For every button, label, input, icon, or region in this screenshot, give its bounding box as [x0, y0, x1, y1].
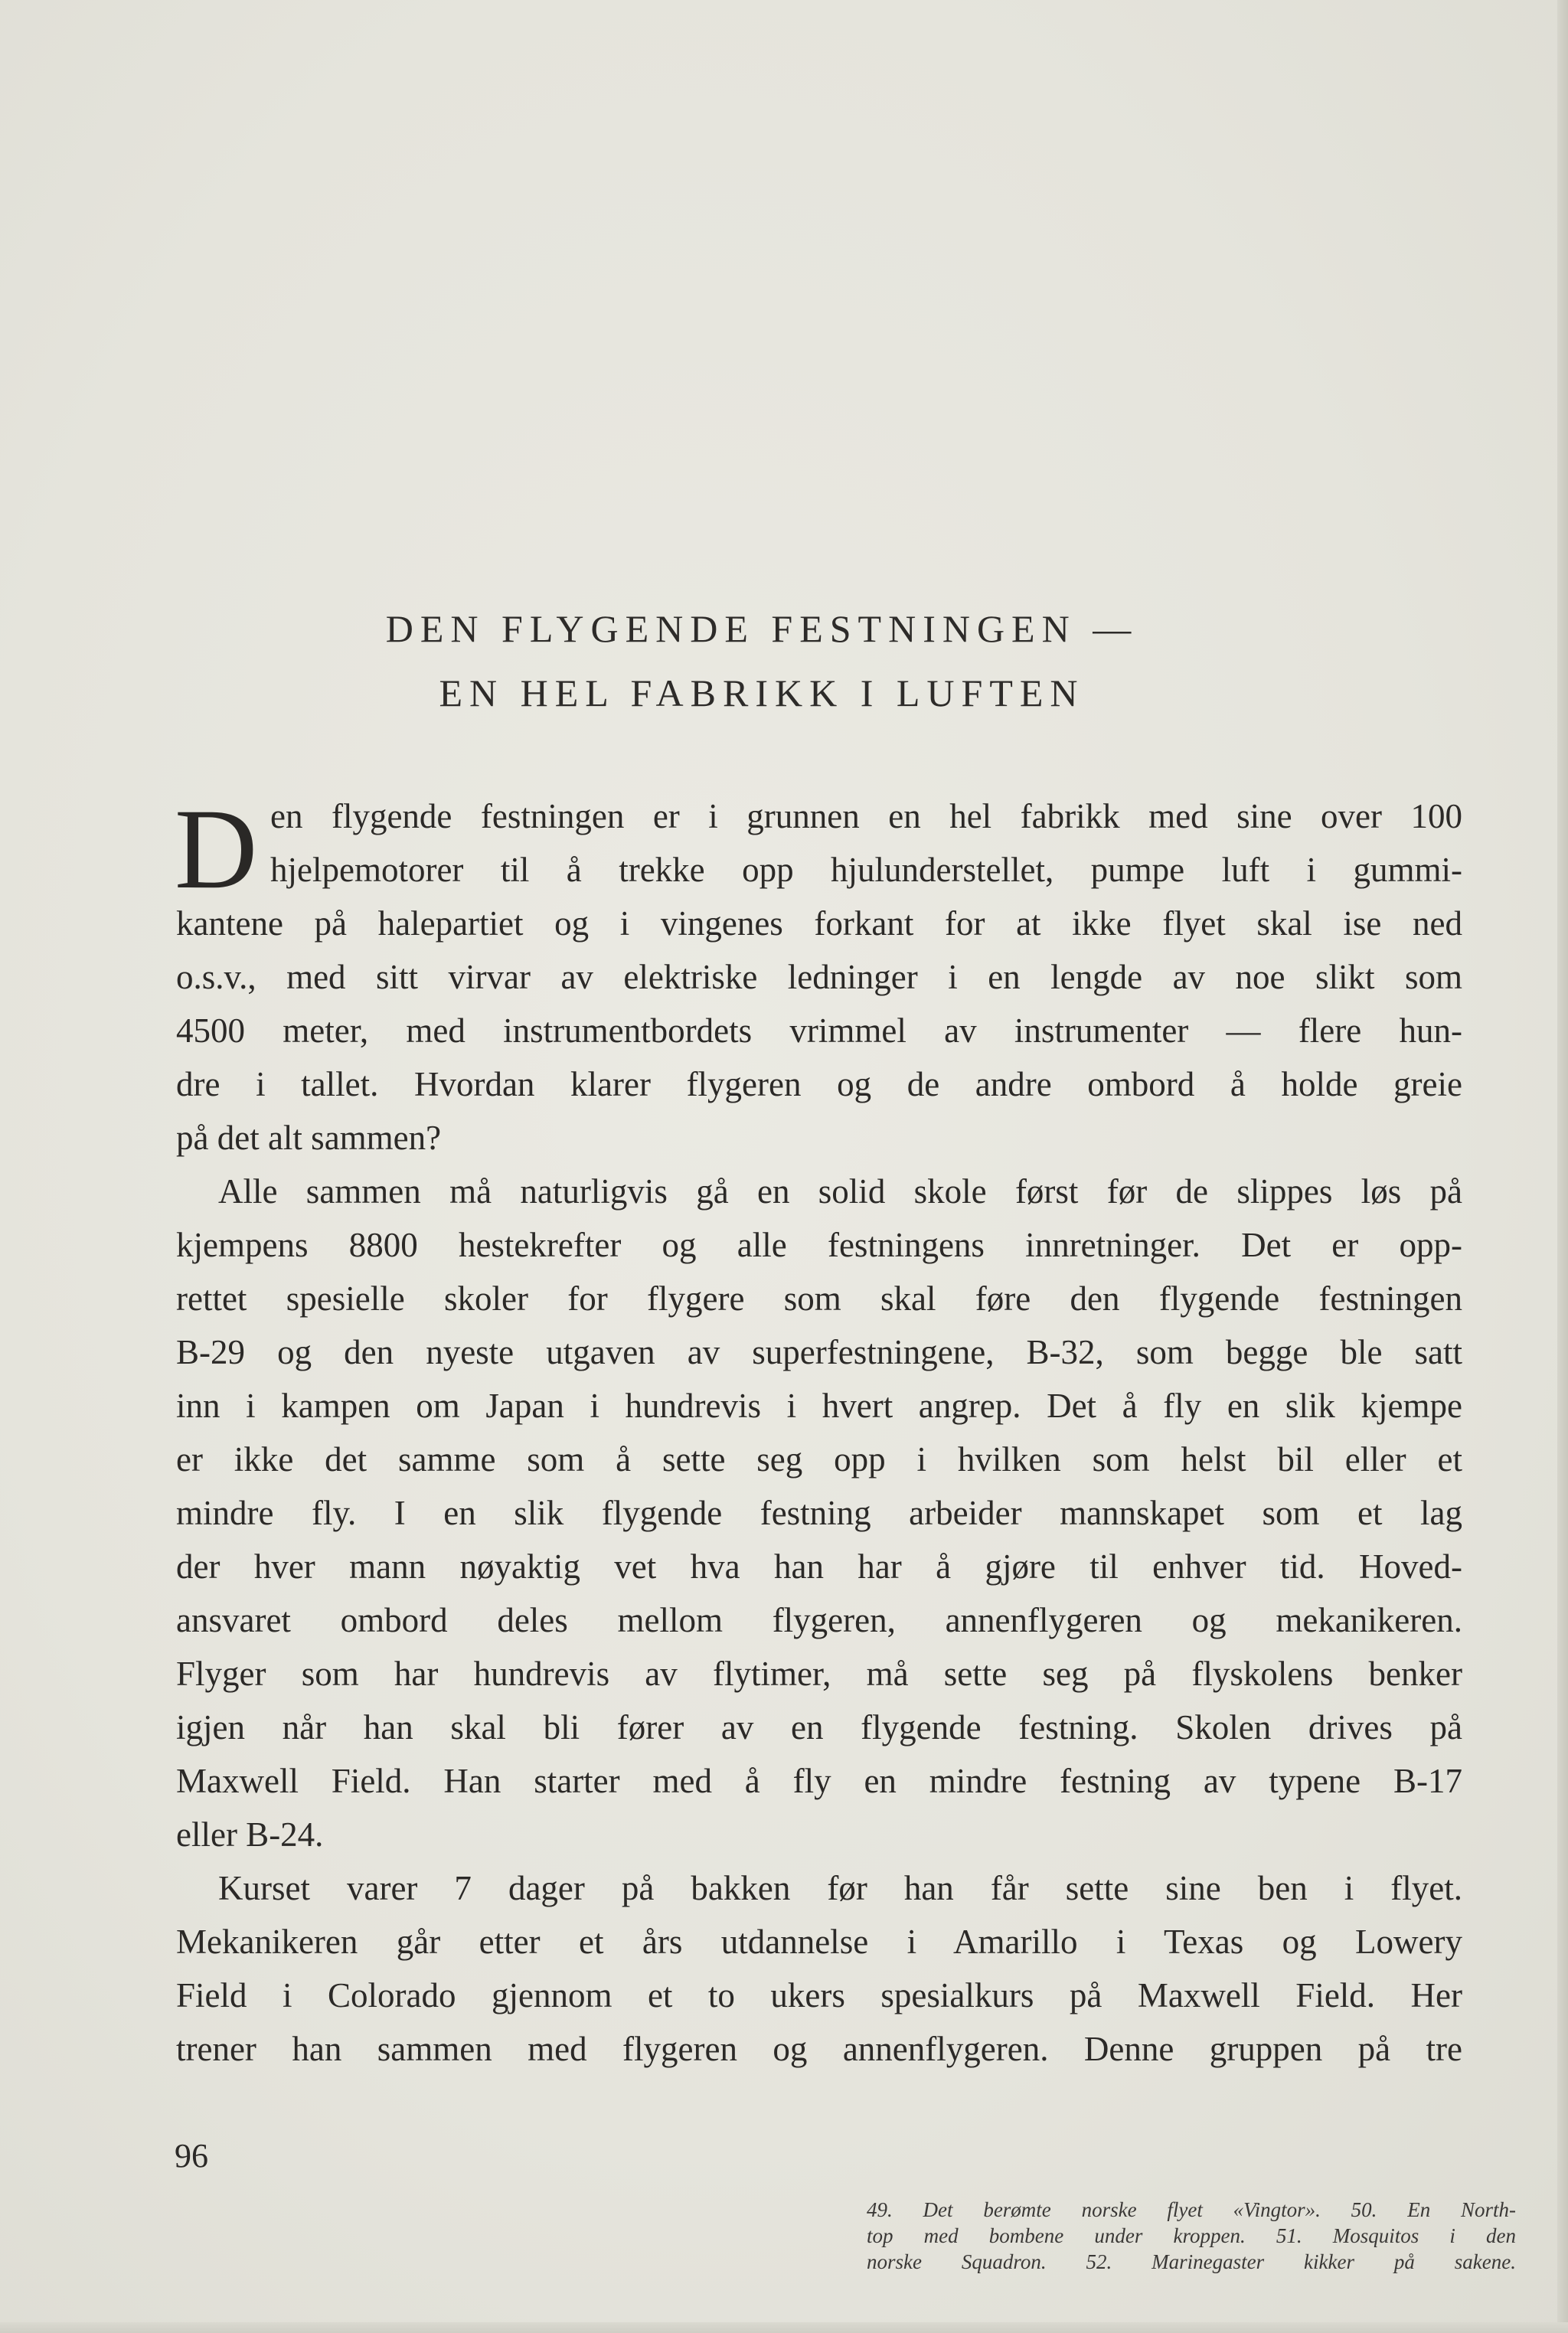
body-line: der hver mann nøyaktig vet hva han har å gjøre til enhver tid. Hoved-: [176, 1547, 1462, 1586]
page-number: 96: [175, 2137, 208, 2175]
body-line: er ikke det samme som å sette seg opp i hvilken som helst bil eller et: [176, 1440, 1462, 1479]
body-line: Field i Colorado gjennom et to ukers spesialkurs på Maxwell Field. Her: [176, 1976, 1462, 2014]
body-line: B-29 og den nyeste utgaven av superfestningene, B-32, som begge ble satt: [176, 1333, 1462, 1371]
body-line: Alle sammen må naturligvis gå en solid skole først før de slippes løs på: [218, 1172, 1462, 1211]
body-line: ansvaret ombord deles mellom flygeren, annenflygeren og mekanikeren.: [176, 1601, 1462, 1639]
body-line: en flygende festningen er i grunnen en hel fabrikk med sine over 100: [270, 797, 1462, 835]
body-line: på det alt sammen?: [176, 1119, 442, 1157]
body-line: Mekanikeren går etter et års utdannelse i Amarillo i Texas og Lowery: [176, 1923, 1462, 1961]
caption-line: 49. Det berømte norske flyet «Vingtor». 50. En North-: [867, 2198, 1516, 2221]
body-line: Flyger som har hundrevis av flytimer, må sette seg på flyskolens benker: [176, 1655, 1462, 1693]
body-line: trener han sammen med flygeren og annenflygeren. Denne gruppen på tre: [176, 2030, 1462, 2068]
caption-line: norske Squadron. 52. Marinegaster kikker på sakene.: [867, 2250, 1516, 2273]
body-line: eller B-24.: [176, 1815, 324, 1854]
body-line: kantene på halepartiet og i vingenes forkant for at ikke flyet skal ise ned: [176, 904, 1462, 943]
body-line: Maxwell Field. Han starter med å fly en mindre festning av typene B-17: [176, 1762, 1462, 1800]
body-line: dre i tallet. Hvordan klarer flygeren og de andre ombord å holde greie: [176, 1065, 1462, 1103]
body-line: o.s.v., med sitt virvar av elektriske ledninger i en lengde av noe slikt som: [176, 958, 1462, 996]
body-line: 4500 meter, med instrumentbordets vrimmel av instrumenter — flere hun-: [176, 1011, 1462, 1050]
chapter-title-line-2: EN HEL FABRIKK I LUFTEN: [439, 671, 1085, 714]
caption-line: top med bombene under kroppen. 51. Mosquitos i den: [867, 2224, 1516, 2247]
page-edge-right: [1557, 0, 1568, 2333]
chapter-title-line-1: DEN FLYGENDE FESTNINGEN —: [385, 607, 1138, 650]
body-line: hjelpemotorer til å trekke opp hjulunderstellet, pumpe luft i gummi-: [270, 851, 1462, 889]
body-line: kjempens 8800 hestekrefter og alle festningens innretninger. Det er opp-: [176, 1226, 1462, 1264]
page-edge-bottom: [0, 2322, 1568, 2333]
body-line: inn i kampen om Japan i hundrevis i hvert angrep. Det å fly en slik kjempe: [176, 1387, 1462, 1425]
drop-cap: D: [175, 786, 258, 913]
body-line: rettet spesielle skoler for flygere som skal føre den flygende festningen: [176, 1279, 1462, 1318]
body-line: igjen når han skal bli fører av en flygende festning. Skolen drives på: [176, 1708, 1462, 1746]
body-line: mindre fly. I en slik flygende festning arbeider mannskapet som et lag: [176, 1494, 1462, 1532]
body-line: Kurset varer 7 dager på bakken før han får sette sine ben i flyet.: [218, 1869, 1462, 1907]
